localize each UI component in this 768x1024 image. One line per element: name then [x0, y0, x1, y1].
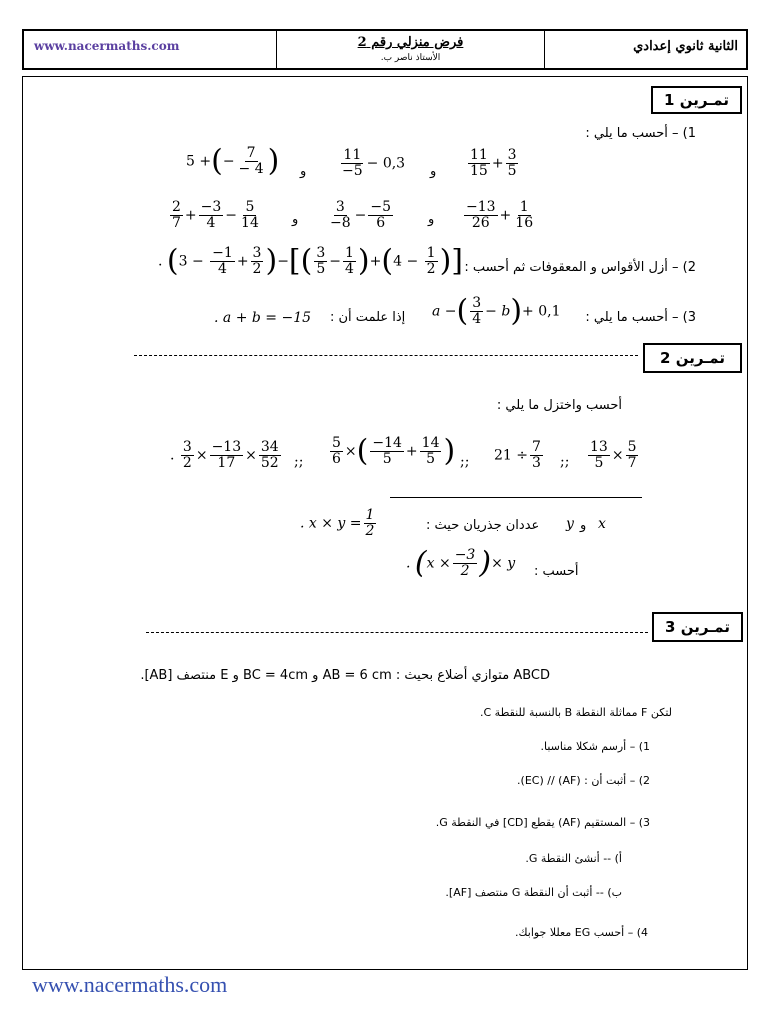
- word-and: و: [428, 212, 435, 227]
- word-and: و: [430, 164, 437, 179]
- ex1-q3-condition: إذا علمت أن :: [330, 310, 406, 325]
- separator-line: [146, 632, 648, 633]
- header-site-cell: [24, 31, 277, 68]
- teacher-name: الأستاذ ناصر ب.: [380, 53, 441, 63]
- var-x: x: [598, 516, 606, 532]
- ex2-expr-2: 21 ÷ $\frac{7}{3}$: [494, 439, 541, 471]
- separator-line: [134, 355, 638, 356]
- ex2-calc-text: أحسب :: [534, 564, 579, 579]
- word-and: و: [292, 212, 299, 227]
- var-y: y: [566, 516, 574, 532]
- homework-title: فرض منزلي رقم 2: [357, 35, 464, 50]
- divider: [390, 497, 642, 498]
- ex2-calc-expr: . (x × $\frac{-3}{2}$ )× y: [406, 545, 516, 581]
- ex1-expr-1: $\frac{11}{15}$ + $\frac{3}{5}$: [470, 147, 517, 179]
- ex1-q3-given: . a + b = −15: [214, 310, 312, 326]
- word-and: و: [580, 518, 587, 533]
- ex1-expr-q2: . (3 − $\frac{-1}{4}$ + $\frac{3}{2}$ )−[( $\frac{3}{5}$ − $\frac{1}{4}$ )+(4 − $\frac{1}{2}$ )]: [158, 243, 463, 279]
- ex2-expr-1: $\frac{13}{5}$ × $\frac{5}{7}$: [590, 439, 637, 471]
- class-level: الثانية ثانوي إعدادي: [633, 39, 738, 54]
- ex1-expr-2: $\frac{11}{-5}$ − 0,3: [342, 147, 406, 179]
- ex2-expr-3: $\frac{5}{6}$ ×( $\frac{-14}{5}$ + $\frac{14}{5}$ ): [332, 433, 456, 469]
- header-level-cell: [545, 31, 746, 68]
- ex1-expr-4: $\frac{-13}{26}$ + $\frac{1}{16}$: [466, 199, 534, 231]
- ex2-instruction: أحسب واختزل ما يلي :: [496, 398, 622, 413]
- ex1-expr-5: $\frac{3}{-8}$ − $\frac{-5}{6}$: [330, 199, 392, 231]
- ex3-line-1: ABCD متوازي أضلاع بحيث : AB = 6 cm و BC = 4cm و E منتصف [AB].: [140, 668, 550, 683]
- ex1-q2: 2) – أزل الأقواس و المعقوفات ثم أحسب :: [464, 260, 696, 275]
- ex3-line-6: أ) -- أنشئ النقطة G.: [525, 852, 622, 865]
- exercise-1-label: تمـرين 1: [651, 86, 742, 114]
- ex2-xy-text: عددان جذريان حيث :: [426, 518, 540, 533]
- ex3-line-8: 4) – أحسب EG معللا جوابك.: [514, 926, 648, 939]
- ex3-line-5: 3) – المستقيم (AF) يقطع [CD] في النقطة G.: [435, 816, 650, 829]
- ex1-q3: 3) – أحسب ما يلي :: [585, 310, 696, 325]
- header-table: [22, 29, 748, 70]
- footer-site-link[interactable]: www.nacermaths.com: [32, 972, 228, 997]
- ex1-q1: 1) – أحسب ما يلي :: [585, 126, 696, 141]
- exercise-3-label: تمـرين 3: [652, 612, 743, 642]
- word-and: و: [300, 164, 307, 179]
- ex3-line-3: 1) – أرسم شكلا مناسبا.: [540, 740, 650, 753]
- header-title-cell: [277, 31, 545, 68]
- ex1-expr-q3: a −( $\frac{3}{4}$ − b)+ 0,1: [432, 293, 561, 329]
- exercise-2-label: تمـرين 2: [643, 343, 742, 373]
- ex1-expr-3: 5 +(− $\frac{7}{- 4}$ ): [186, 143, 280, 179]
- ex3-line-2: لتكن F مماثلة النقطة B بالنسبة للنقطة C.: [480, 706, 672, 719]
- site-link[interactable]: www.nacermaths.com: [34, 39, 180, 53]
- ex2-expr-4: . $\frac{3}{2}$ × $\frac{-13}{17}$ × $\frac{34}{52}$: [170, 439, 279, 471]
- ex1-expr-6: $\frac{2}{7}$ + $\frac{-3}{4}$ − $\frac{5}{14}$: [172, 199, 259, 231]
- ex3-line-4: 2) – أثبت أن : (AF) // (EC).: [517, 774, 650, 787]
- ex2-sep: ;;: [460, 454, 470, 470]
- ex2-xy-eq: . x × y = $\frac{1}{2}$: [300, 507, 375, 539]
- ex2-sep: ;;: [294, 454, 304, 470]
- ex2-sep: ;;: [560, 454, 570, 470]
- ex3-line-7: ب) -- أثبت أن النقطة G منتصف [AF].: [445, 886, 622, 899]
